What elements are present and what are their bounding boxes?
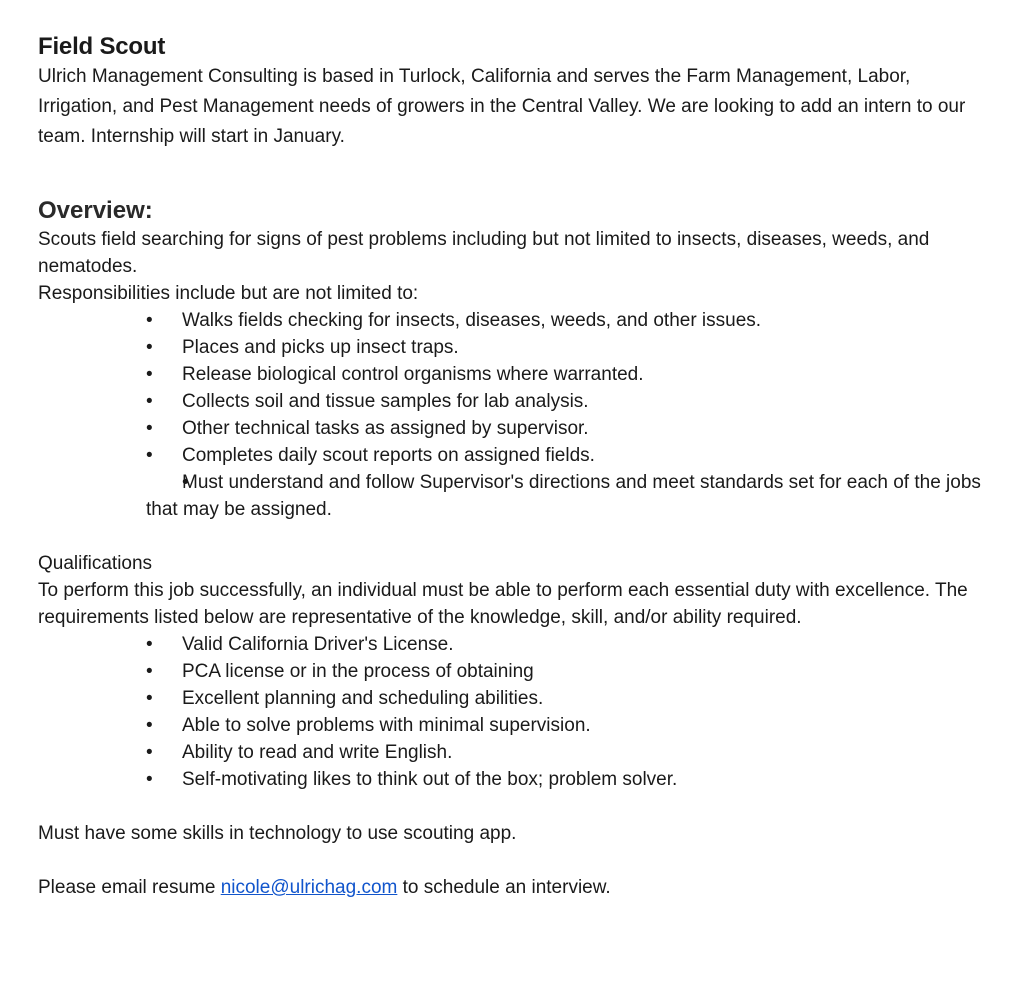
contact-prefix: Please email resume (38, 877, 221, 898)
page-title: Field Scout (38, 33, 166, 60)
overview-heading: Overview: (38, 197, 153, 224)
qualifications-list (38, 631, 988, 793)
list-item: • Excellent planning and scheduling abilities. (146, 685, 988, 712)
contact-suffix: to schedule an interview. (397, 877, 611, 898)
list-item: • Collects soil and tissue samples for lab analysis. (146, 388, 988, 415)
qualifications-description: To perform this job successfully, an individual must be able to perform each essential duty with excellence. The requirements listed below are representative of the knowledge, skill, and/or ability required. (38, 580, 968, 628)
email-link[interactable]: nicole@ulrichag.com (220, 877, 398, 898)
responsibilities-list (38, 307, 988, 523)
list-item: • Ability to read and write English. (146, 739, 988, 766)
list-item: • Places and picks up insect traps. (146, 334, 988, 361)
job-posting (38, 32, 988, 901)
intro-paragraph: Ulrich Management Consulting is based in Turlock, California and serves the Farm Management, Labor, Irrigation, and Pest Management needs of growers in the Central Valley. We are looking to add an intern to our team. Internship will start in January. (38, 66, 966, 147)
list-item: • Valid California Driver's License. (146, 631, 988, 658)
list-item: • Self-motivating likes to think out of the box; problem solver. (146, 766, 988, 793)
tech-note: Must have some skills in technology to use scouting app. (38, 823, 517, 844)
list-item: • Release biological control organisms where warranted. (146, 361, 988, 388)
list-item: • Completes daily scout reports on assigned fields. (146, 442, 988, 469)
overview-description: Scouts field searching for signs of pest problems including but not limited to insects, diseases, weeds, and nematodes. (38, 229, 930, 277)
contact-line (38, 874, 988, 901)
list-item: • Walks fields checking for insects, diseases, weeds, and other issues. (146, 307, 988, 334)
qualifications-heading: Qualifications (38, 553, 153, 574)
list-item: • Must understand and follow Supervisor's directions and meet standards set for each of the jobs that may be assigned. (146, 469, 988, 523)
list-item: • Able to solve problems with minimal supervision. (146, 712, 988, 739)
list-item: • PCA license or in the process of obtaining (146, 658, 988, 685)
list-item: • Other technical tasks as assigned by supervisor. (146, 415, 988, 442)
responsibilities-intro: Responsibilities include but are not limited to: (38, 283, 419, 304)
